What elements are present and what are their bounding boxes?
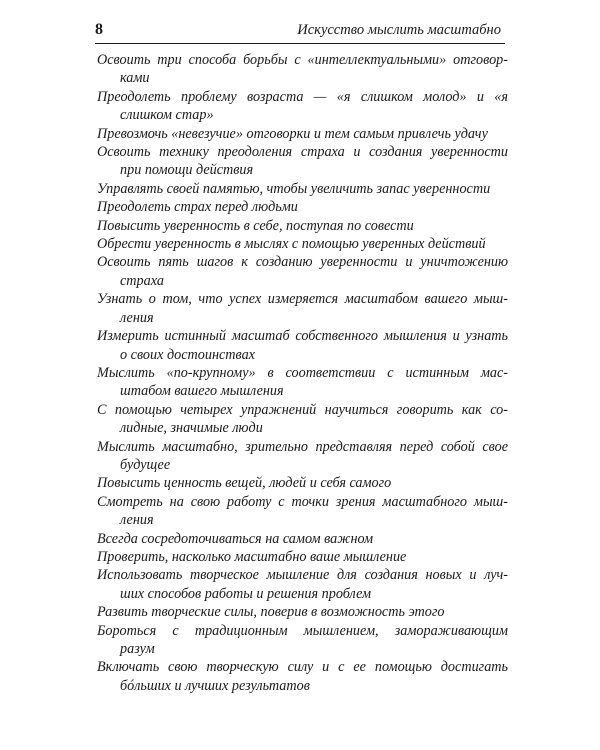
contents-entry (97, 88, 508, 125)
entry-continuation-line: слишком стар» (120, 107, 214, 124)
entry-line: Проверить, насколько масштабно ваше мышление (97, 548, 407, 565)
entry-continuation-line: ками (120, 70, 150, 87)
entry-line: Измерить истинный масштаб собственного мышления и узнать (97, 328, 508, 345)
entry-line: Мыслить масштабно, зрительно представляя перед собой свое (97, 438, 508, 455)
entry-continuation-line: при помощи действия (120, 162, 254, 179)
contents-entry (97, 198, 508, 216)
running-title: Искусство мыслить масштабно (297, 22, 501, 38)
entry-line: Всегда сосредоточиваться на самом важном (97, 530, 374, 547)
entry-line: С помощью четырех упражнений научиться говорить как со- (97, 401, 508, 418)
entry-line: Использовать творческое мышление для создания новых и луч- (97, 567, 508, 584)
entry-line: Смотреть на свою работу с точки зрения масштабного мыш- (97, 493, 508, 510)
contents-entry (97, 603, 508, 621)
entry-line: Повысить ценность вещей, людей и себя самого (97, 475, 392, 492)
contents-entry (97, 566, 508, 603)
entry-line: Обрести уверенность в мыслях с помощью уверенных действий (97, 236, 486, 253)
contents-entry (97, 622, 508, 659)
contents-entry (97, 180, 508, 198)
contents-entry (97, 364, 508, 401)
contents-entry (97, 253, 508, 290)
contents-entry (97, 474, 508, 492)
contents-entry (97, 217, 508, 235)
contents-entry (97, 438, 508, 475)
entry-line: Повысить уверенность в себе, поступая по совести (97, 217, 414, 234)
entry-line: Преодолеть проблему возраста — «я слишком молод» и «я (97, 88, 508, 105)
contents-entry (97, 290, 508, 327)
contents-entry (97, 143, 508, 180)
entry-line: Освоить технику преодоления страха и создания уверенности (97, 144, 508, 161)
entry-continuation-line: ления (120, 309, 154, 326)
contents-entry (97, 235, 508, 253)
entry-line: Превозмочь «невезучие» отговорки и тем самым привлечь удачу (97, 125, 488, 142)
entry-continuation-line: разум (120, 641, 155, 657)
entry-continuation-line: страха (120, 272, 164, 289)
entry-line: Освоить пять шагов к созданию уверенности и уничтожению (97, 254, 508, 271)
entry-line: Управлять своей памятью, чтобы увеличить запас уверенности (97, 180, 491, 197)
entry-continuation-line: будущее (120, 456, 171, 473)
contents-entry (97, 401, 508, 438)
contents-list (97, 51, 508, 695)
entry-line: Преодолеть страх перед людьми (97, 199, 298, 216)
entry-continuation-line: штабом вашего мышления (120, 383, 284, 400)
entry-line: Включать свою творческую силу и с ее помощью достигать (97, 659, 508, 676)
contents-entry (97, 658, 508, 695)
page-number: 8 (95, 21, 103, 38)
contents-entry (97, 125, 508, 143)
entry-continuation-line: ления (120, 512, 154, 529)
contents-entry (97, 493, 508, 530)
entry-continuation-line: о своих достоинствах (120, 346, 255, 363)
contents-entry (97, 327, 508, 364)
entry-continuation-line: бóльших и лучших результатов (120, 677, 310, 694)
contents-entry (97, 530, 508, 548)
contents-entry (97, 51, 508, 88)
contents-entry (97, 548, 508, 566)
entry-line: Освоить три способа борьбы с «интеллектуальными» отговор- (97, 52, 508, 68)
entry-line: Бороться с традиционным мышлением, замораживающим (97, 622, 508, 639)
entry-line: Развить творческие силы, поверив в возможность этого (97, 604, 445, 621)
entry-continuation-line: лидные, значимые люди (120, 420, 263, 437)
entry-continuation-line: ших способов работы и решения проблем (120, 585, 372, 602)
entry-line: Узнать о том, что успех измеряется масштабом вашего мыш- (97, 291, 508, 308)
entry-line: Мыслить «по-крупному» в соответствии с истинным мас- (97, 364, 508, 381)
page-header (95, 19, 505, 44)
